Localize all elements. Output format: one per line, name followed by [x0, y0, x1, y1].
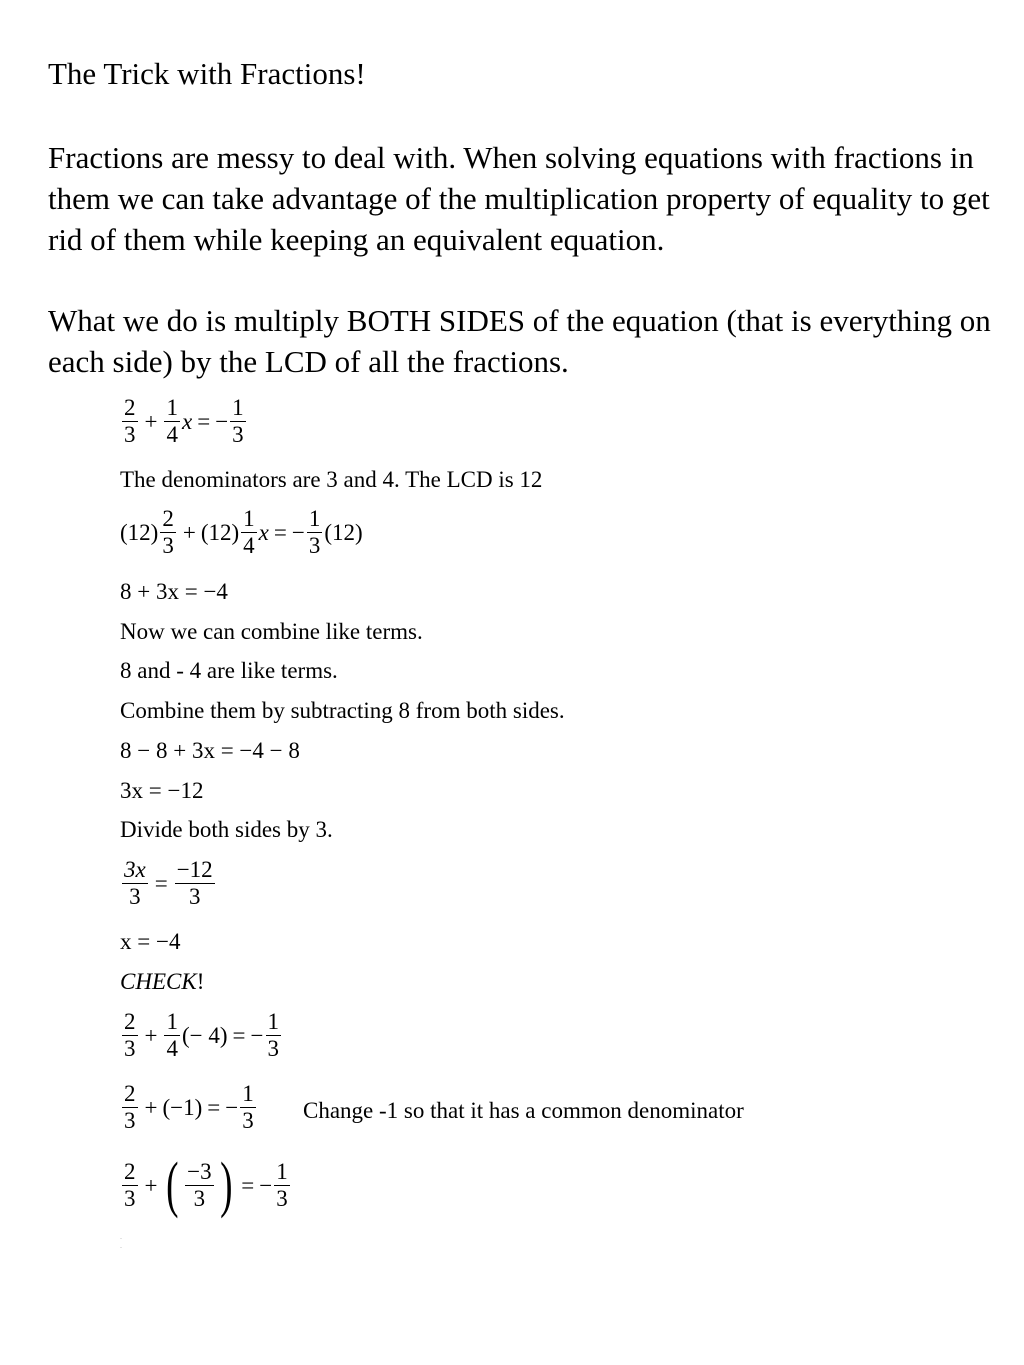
explanation-text: Divide both sides by 3.: [120, 817, 333, 842]
lcd-statement: The denominators are 3 and 4. The LCD is 12: [120, 467, 543, 492]
left-paren: (: [166, 1151, 180, 1219]
check-equation: $\frac{2}{3}$ + (−1) = − $\frac{1}{3}$: [124, 1081, 254, 1133]
right-paren: ): [219, 1151, 233, 1219]
equation-step: 8 − 8 + 3x = −4 − 8: [120, 738, 300, 763]
explanation-text: Now we can combine like terms.: [120, 619, 423, 644]
fraction: $\frac{1}{4}$: [166, 395, 178, 447]
fraction: $\frac{2}{3}$: [124, 395, 136, 447]
check-heading: CHECK!: [120, 969, 205, 994]
equation-step: 8 + 3x = −4: [120, 579, 228, 604]
explanation-text: Combine them by subtracting 8 from both sides.: [120, 698, 565, 723]
equation-original: $\frac{2}{3}$ + $\frac{1}{4}$ x = − $\frac{1}{3}$: [124, 395, 244, 447]
page-title: The Trick with Fractions!: [48, 56, 366, 91]
equation-multiplied: (12) $\frac{2}{3}$ + (12) $\frac{1}{4}$ x = − $\frac{1}{3}$ (12): [120, 506, 363, 558]
explanation-text: 8 and - 4 are like terms.: [120, 658, 338, 683]
equation-step: 3x = −12: [120, 778, 204, 803]
fraction: $\frac{1}{3}$: [232, 395, 244, 447]
scan-artifact: . .: [120, 1232, 122, 1250]
check-equation: $\frac{2}{3}$ + $\frac{1}{4}$ (− 4) = − $\frac{1}{3}$: [124, 1009, 279, 1061]
check-equation: $\frac{2}{3}$ + ( $\frac{-3}{3}$ ) = − $\frac{1}{3}$: [124, 1151, 288, 1219]
method-paragraph: What we do is multiply BOTH SIDES of the equation (that is everything on each side) by the LCD of all the fractions.: [48, 303, 991, 379]
equation-divided: $\frac{3x}{3}$ = $\frac{-12}{3}$: [124, 857, 213, 909]
equation-solution: x = −4: [120, 929, 181, 954]
intro-paragraph: Fractions are messy to deal with. When solving equations with fractions in them we can take advantage of the multiplication property of equality to get rid of them while keeping an equivalent equation.: [48, 140, 990, 257]
check-note: Change -1 so that it has a common denominator: [303, 1098, 744, 1123]
